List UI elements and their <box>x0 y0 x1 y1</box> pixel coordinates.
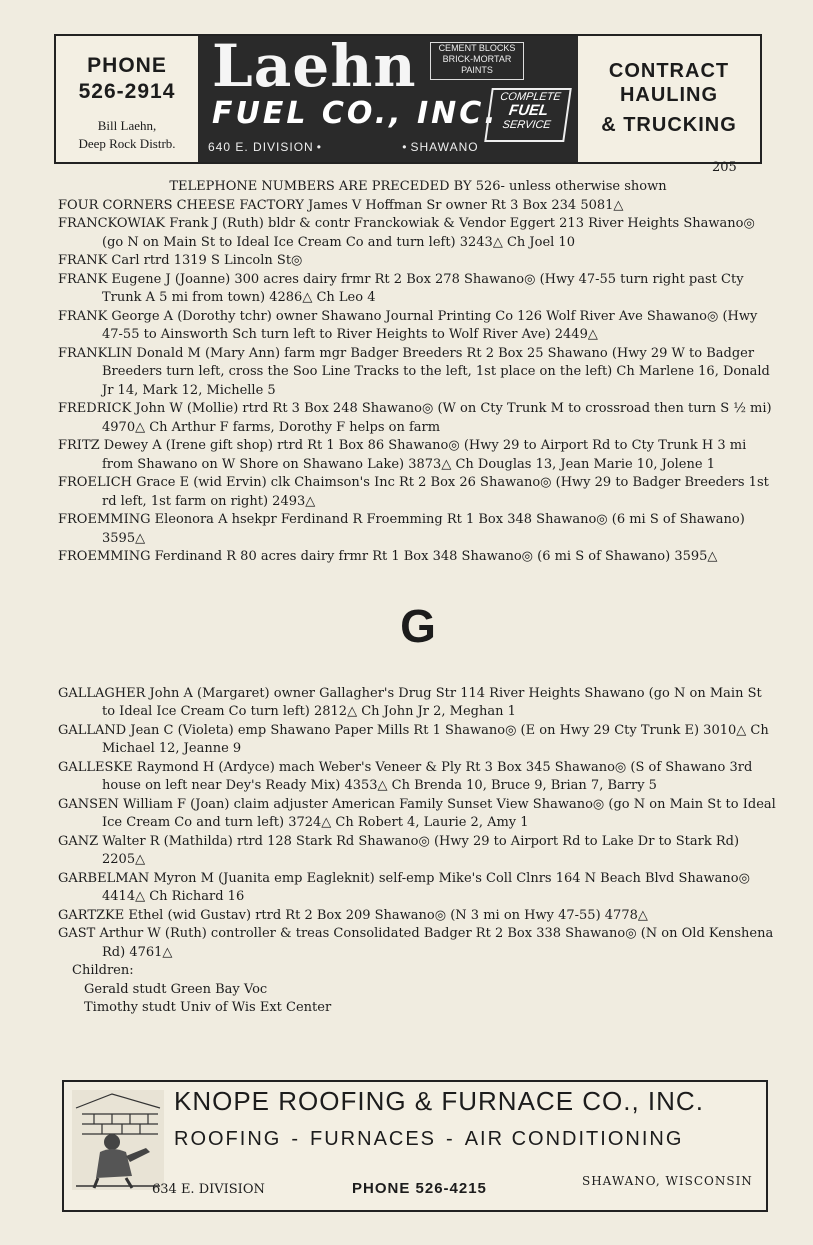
directory-entry: FRANK George A (Dorothy tchr) owner Shawano Journal Printing Co 126 Wolf River Ave Shawano◎ (Hwy 47-55 to Ainsworth Sch turn left to River Heights to Wolf River Ave) 2449△ <box>58 308 758 342</box>
logo-cement-line: BRICK-MORTAR <box>442 54 512 64</box>
laehn-fuel-ad <box>54 34 762 164</box>
directory-entry: GALLAGHER John A (Margaret) owner Gallagher's Drug Str 114 River Heights Shawano (go N on Main St to Ideal Ice Cream Co turn left) 2812△ Ch John Jr 2, Meghan 1 <box>58 685 762 719</box>
directory-entry: FREDRICK John W (Mollie) rtrd Rt 3 Box 248 Shawano◎ (W on Cty Trunk M to crossroad then turn S ½ mi) 4970△ Ch Arthur F farms, Dorothy F helps on farm <box>58 401 772 435</box>
logo-cement-box <box>430 42 524 80</box>
logo-cement-line: CEMENT BLOCKS <box>438 43 516 53</box>
laehn-logo <box>198 32 578 162</box>
bullet-icon: • <box>316 140 322 154</box>
directory-listing <box>58 178 778 1018</box>
child-entry: Timothy studt Univ of Wis Ext Center <box>84 1000 332 1015</box>
children-label: Children: <box>72 963 134 978</box>
directory-entry: GANSEN William F (Joan) claim adjuster American Family Sunset View Shawano◎ (go N on Main St to Ideal Ice Cream Co and turn left) 3724△ Ch Robert 4, Laurie 2, Amy 1 <box>58 796 776 830</box>
directory-entry: GAST Arthur W (Ruth) controller & treas Consolidated Badger Rt 2 Box 338 Shawano◎ (N on Old Kenshena Rd) 4761△ <box>58 926 774 960</box>
page-number: 205 <box>712 160 737 175</box>
knope-phone: PHONE 526-4215 <box>352 1180 487 1197</box>
directory-entry: FRANKLIN Donald M (Mary Ann) farm mgr Badger Breeders Rt 2 Box 25 Shawano (Hwy 29 W to Badger Breeders turn left, cross the Soo Line Tracks to the left, 1st place on the left) Ch Marlene 16, Donald Jr 14, Mark 12, Michelle 5 <box>58 345 770 398</box>
ad-phone-number: 526-2914 <box>78 80 176 103</box>
knope-services: ROOFING - FURNACES - AIR CONDITIONING <box>174 1128 684 1150</box>
logo-city: SHAWANO <box>410 140 479 154</box>
ad-contract-line: HAULING <box>619 84 719 106</box>
bullet-icon: • <box>402 140 408 154</box>
knope-service: ROOFING <box>174 1128 282 1150</box>
knope-service: FURNACES <box>310 1128 437 1150</box>
logo-fuel-co: FUEL CO., INC. <box>212 96 499 131</box>
directory-entry: FRITZ Dewey A (Irene gift shop) rtrd Rt 1 Box 86 Shawano◎ (Hwy 29 to Airport Rd to Cty Trunk H 3 mi from Shawano on W Shore on Shawano Lake) 3873△ Ch Douglas 13, Jean Marie 10, Jolene 1 <box>58 438 747 472</box>
ad-contract-line: & TRUCKING <box>601 114 737 136</box>
directory-entry: GARBELMAN Myron M (Juanita emp Eagleknit) self-emp Mike's Coll Clnrs 164 N Beach Blvd Shawano◎ 4414△ Ch Richard 16 <box>58 870 750 904</box>
directory-entry: FROEMMING Eleonora A hsekpr Ferdinand R Froemming Rt 1 Box 348 Shawano◎ (6 mi S of Shawano) 3595△ <box>58 512 745 546</box>
logo-service-line: SERVICE <box>501 119 552 131</box>
ad-phone-block <box>56 36 198 162</box>
logo-address: 640 E. DIVISION <box>208 140 314 154</box>
roofer-illustration-icon <box>72 1090 164 1190</box>
knope-address: 634 E. DIVISION <box>152 1182 265 1197</box>
directory-entry: FROELICH Grace E (wid Ervin) clk Chaimson's Inc Rt 2 Box 26 Shawano◎ (Hwy 29 to Badger Breeders 1st rd left, 1st farm on right) 2493△ <box>58 475 769 509</box>
logo-service-box <box>484 88 572 142</box>
directory-entry: FRANK Eugene J (Joanne) 300 acres dairy frmr Rt 2 Box 278 Shawano◎ (Hwy 47-55 turn right past Cty Trunk A 5 mi from town) 4286△ Ch Leo 4 <box>58 271 744 305</box>
knope-service: AIR CONDITIONING <box>464 1128 684 1150</box>
ad-owner-title: Deep Rock Distrb. <box>78 136 176 151</box>
header-note: TELEPHONE NUMBERS ARE PRECEDED BY 526- unless otherwise shown <box>169 179 667 194</box>
logo-service-line: COMPLETE <box>499 91 562 103</box>
logo-company-name: Laehn <box>212 32 417 100</box>
knope-city: SHAWANO, WISCONSIN <box>582 1174 753 1188</box>
directory-entry: FROEMMING Ferdinand R 80 acres dairy frmr Rt 1 Box 348 Shawano◎ (6 mi S of Shawano) 3595△ <box>58 549 718 564</box>
logo-address-line <box>208 140 479 154</box>
directory-entry: GANZ Walter R (Mathilda) rtrd 128 Stark Rd Shawano◎ (Hwy 29 to Airport Rd to Lake Dr to Stark Rd) 2205△ <box>58 833 740 867</box>
knope-roofing-ad <box>62 1080 768 1212</box>
child-entry: Gerald studt Green Bay Voc <box>84 981 268 997</box>
ad-contract-line: CONTRACT <box>608 60 730 82</box>
logo-service-line: FUEL <box>507 102 550 119</box>
logo-cement-line: PAINTS <box>461 65 493 75</box>
directory-entry: FRANK Carl rtrd 1319 S Lincoln St◎ <box>58 253 303 268</box>
knope-company-name: KNOPE ROOFING & FURNACE CO., INC. <box>174 1086 704 1116</box>
directory-entry: FOUR CORNERS CHEESE FACTORY James V Hoffman Sr owner Rt 3 Box 234 5081△ <box>58 197 624 213</box>
section-letter-heading: G <box>400 599 436 652</box>
directory-entry: GARTZKE Ethel (wid Gustav) rtrd Rt 2 Box 209 Shawano◎ (N 3 mi on Hwy 47-55) 4778△ <box>58 907 648 923</box>
ad-contract-block <box>578 36 760 162</box>
ad-owner-name: Bill Laehn, <box>97 118 157 133</box>
directory-entry: GALLAND Jean C (Violeta) emp Shawano Paper Mills Rt 1 Shawano◎ (E on Hwy 29 Cty Trunk E) 3010△ Ch Michael 12, Jeanne 9 <box>58 722 769 756</box>
directory-entry: GALLESKE Raymond H (Ardyce) mach Weber's Veneer & Ply Rt 3 Box 345 Shawano◎ (S of Shawano 3rd house on left near Dey's Ready Mix) 4353△ Ch Brenda 10, Bruce 9, Brian 7, Barry 5 <box>58 759 753 793</box>
ad-phone-label: PHONE <box>87 54 167 77</box>
directory-entry: FRANCKOWIAK Frank J (Ruth) bldr & contr Franckowiak & Vendor Eggert 213 River Heights Shawano◎ (go N on Main St to Ideal Ice Cream Co and turn left) 3243△ Ch Joel 10 <box>58 216 755 250</box>
